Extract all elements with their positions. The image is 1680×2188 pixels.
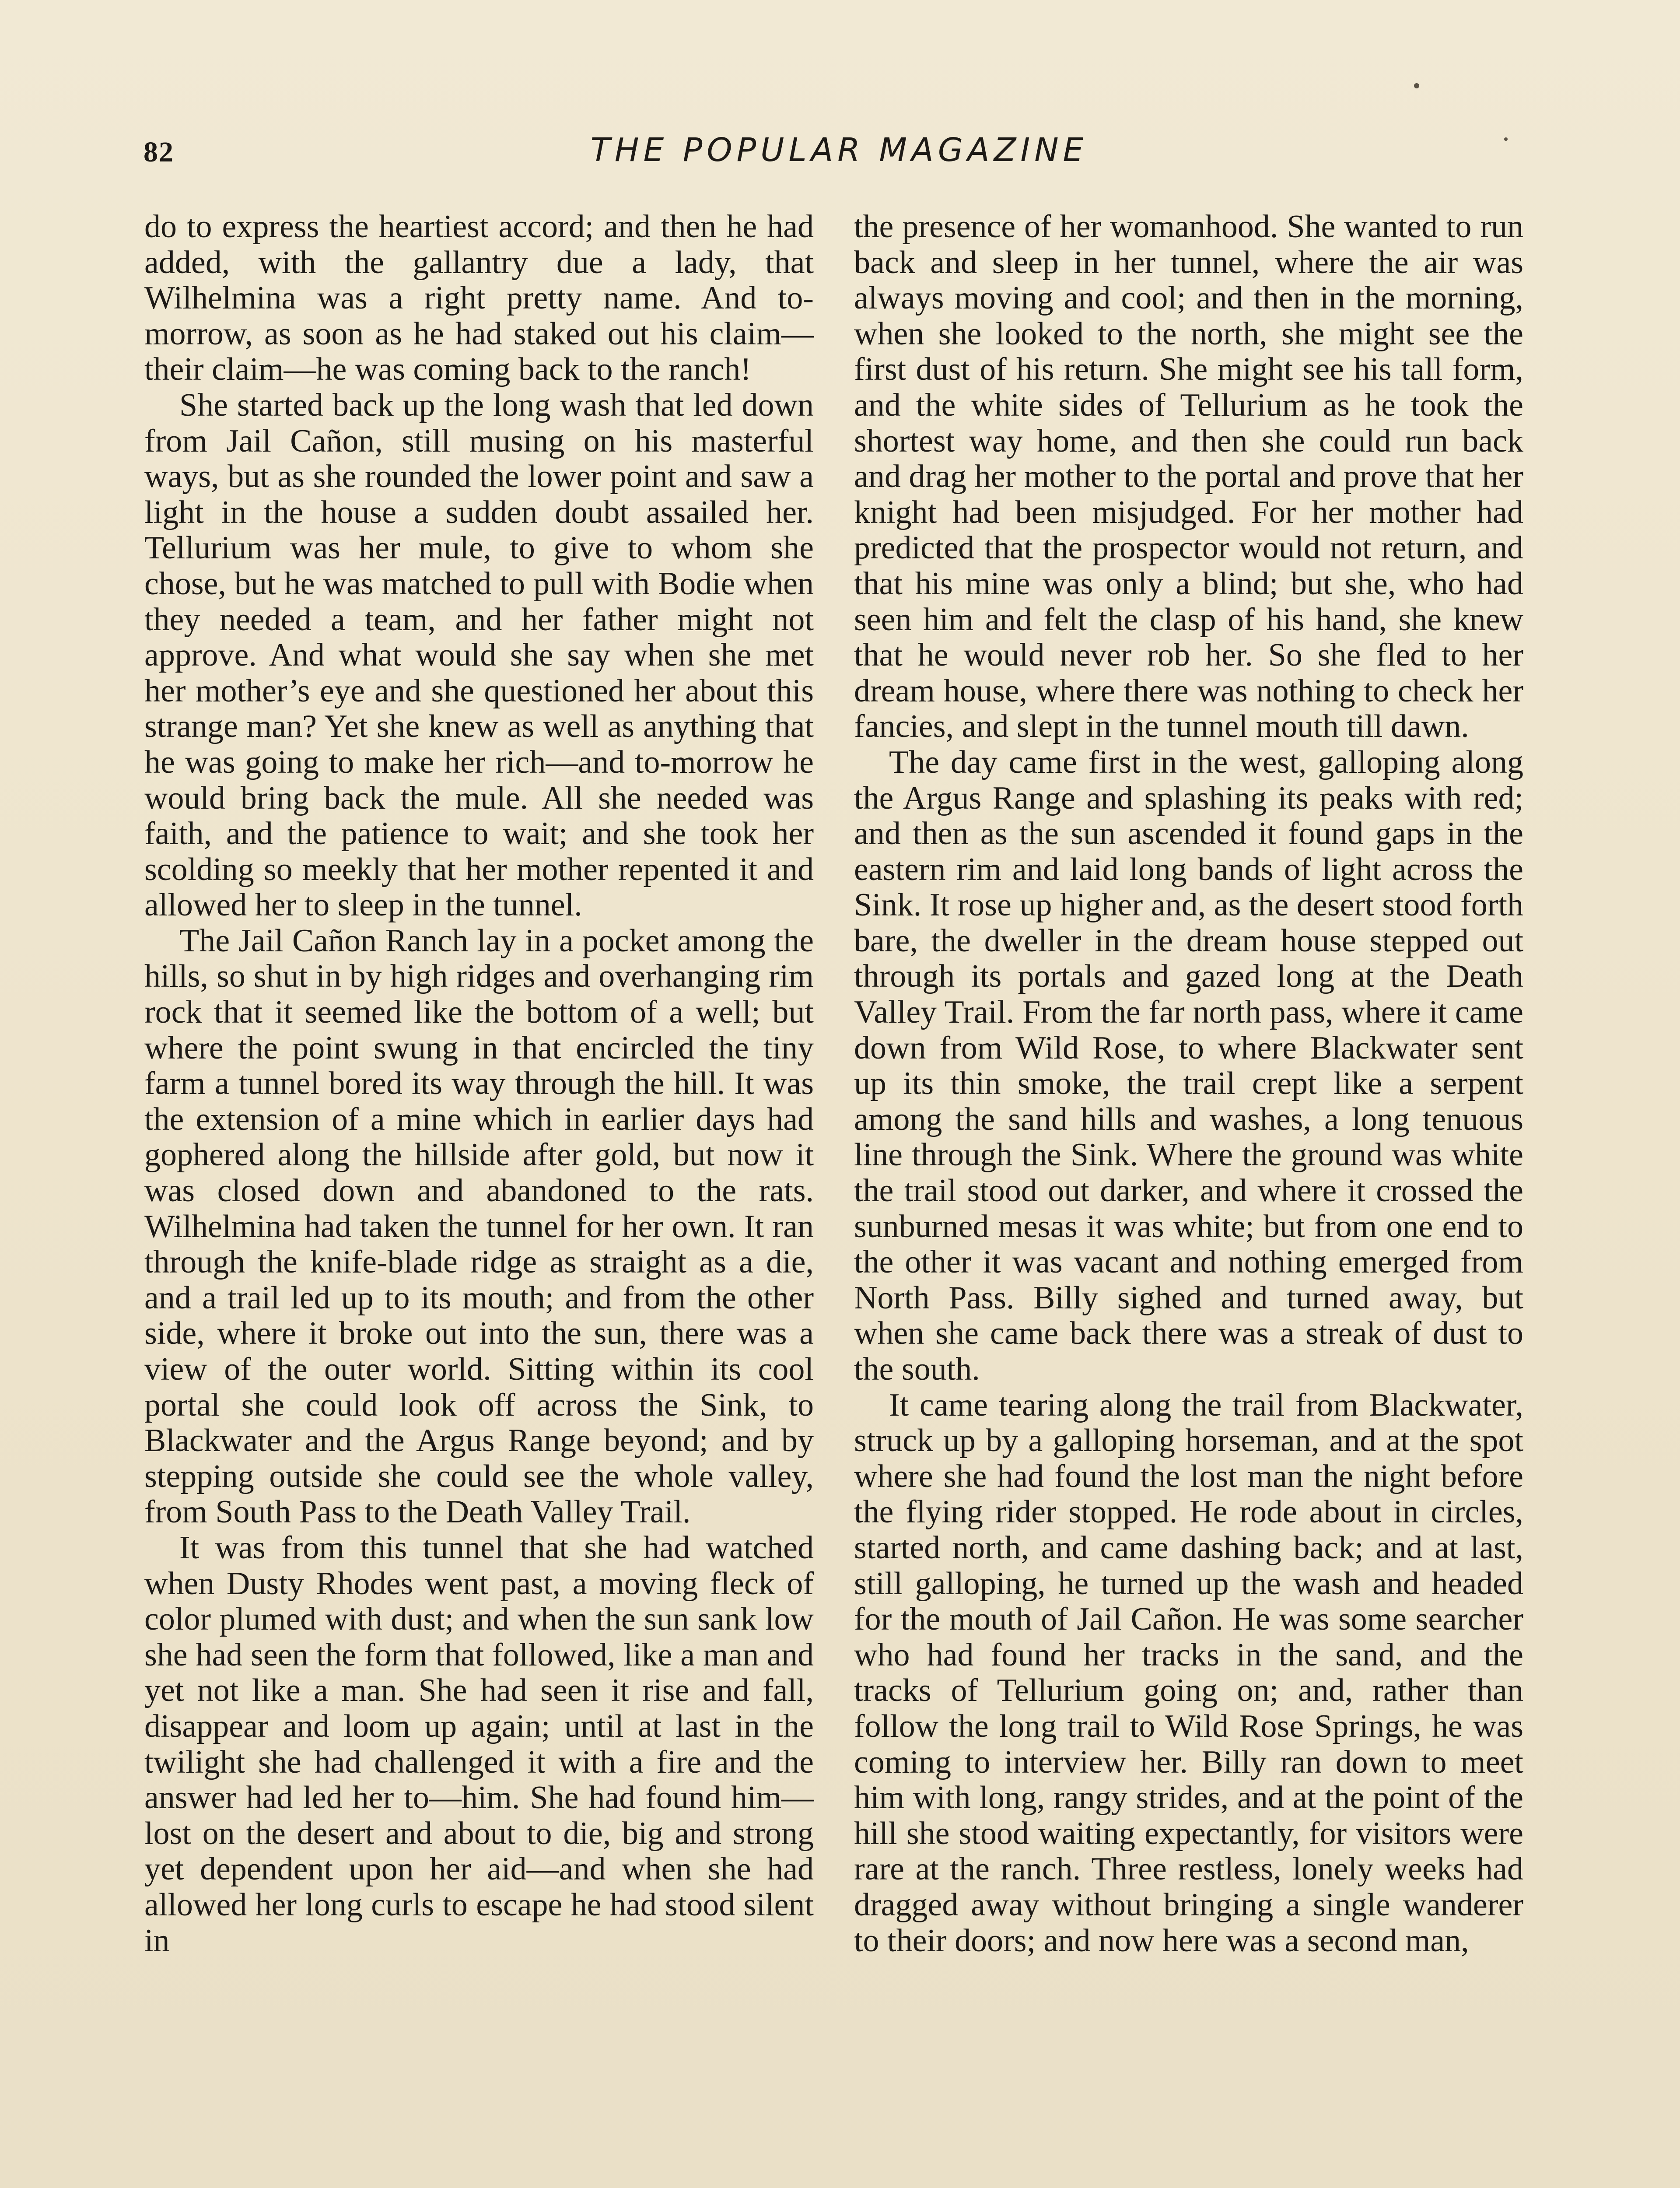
page-header	[144, 131, 1535, 179]
paragraph: the presence of her womanhood. She wanted to run back and sleep in her tunnel, where the air was always moving and cool; and then in the morning, when she looked to the north, she might see the first dust of his return. She might see his tall form, and the white sides of Tellurium as he took the shortest way home, and then she could run back and drag her mother to the portal and prove that her knight had been misjudged. For her mother had predicted that the prospector would not return, and that his mine was only a blind; but she, who had seen him and felt the clasp of his hand, she knew that he would never rob her. So she fled to her dream house, where there was nothing to check her fancies, and slept in the tunnel mouth till dawn.	[854, 209, 1523, 745]
page-number: 82	[144, 136, 174, 168]
paragraph: It was from this tunnel that she had watched when Dusty Rhodes went past, a moving fleck of color plumed with dust; and when the sun sank low she had seen the form that followed, like a man and yet not like a man. She had seen it rise and fall, disappear and loom up again; until at last in the twilight she had challenged it with a fire and the answer had led her to—him. She had found him—lost on the desert and about to die, big and strong yet dependent upon her aid—and when she had allowed her long curls to escape he had stood silent in	[144, 1529, 814, 1959]
paragraph: It came tearing along the trail from Blackwater, struck up by a galloping horseman, and at the spot where she had found the lost man the night before the flying rider stopped. He rode about in circles, started north, and came dashing back; and at last, still galloping, he turned up the wash and headed for the mouth of Jail Cañon. He was some searcher who had found her tracks in the sand, and the tracks of Tellurium going on; and, rather than follow the long trail to Wild Rose Springs, he was coming to interview her. Billy ran down to meet him with long, rangy strides, and at the point of the hill she stood waiting expectantly, for visitors were rare at the ranch. Three restless, lonely weeks had dragged away without bringing a single wanderer to their doors; and now here was a second man,	[854, 1387, 1523, 1959]
paragraph: She started back up the long wash that led down from Jail Cañon, still musing on his masterful ways, but as she rounded the lower point and saw a light in the house a sudden doubt assailed her. Tellurium was her mule, to give to whom she chose, but he was matched to pull with Bodie when they needed a team, and her father might not approve. And what would she say when she met her mother’s eye and she questioned her about this strange man? Yet she knew as well as anything that he was going to make her rich—and to-morrow he would bring back the mule. All she needed was faith, and the patience to wait; and she took her scolding so meekly that her mother repented it and allowed her to sleep in the tunnel.	[144, 387, 814, 923]
left-column	[144, 209, 814, 1959]
ink-speck	[1414, 83, 1419, 88]
paragraph: do to express the heartiest accord; and then he had added, with the gallantry due a lady, that Wilhelmina was a right pretty name. And to-morrow, as soon as he had staked out his claim—their claim—he was coming back to the ranch!	[144, 209, 814, 388]
paragraph: The day came first in the west, galloping along the Argus Range and splashing its peaks with red; and then as the sun ascended it found gaps in the eastern rim and laid long bands of light across the Sink. It rose up higher and, as the desert stood forth bare, the dweller in the dream house stepped out through its portals and gazed long at the Death Valley Trail. From the far north pass, where it came down from Wild Rose, to where Blackwater sent up its thin smoke, the trail crept like a serpent among the sand hills and washes, a long tenuous line through the Sink. Where the ground was white the trail stood out darker, and where it crossed the sunburned mesas it was white; but from one end to the other it was vacant and nothing emerged from North Pass. Billy sighed and turned away, but when she came back there was a streak of dust to the south.	[854, 744, 1523, 1387]
paragraph: The Jail Cañon Ranch lay in a pocket among the hills, so shut in by high ridges and overhanging rim rock that it seemed like the bottom of a well; but where the point swung in that encircled the tiny farm a tunnel bored its way through the hill. It was the extension of a mine which in earlier days had gophered along the hillside after gold, but now it was closed down and abandoned to the rats. Wilhelmina had taken the tunnel for her own. It ran through the knife-blade ridge as straight as a die, and a trail led up to its mouth; and from the other side, where it broke out into the sun, there was a view of the outer world. Sitting within its cool portal she could look off across the Sink, to Blackwater and the Argus Range beyond; and by stepping outside she could see the whole valley, from South Pass to the Death Valley Trail.	[144, 922, 814, 1530]
running-title: THE POPULAR MAGAZINE	[590, 131, 1088, 169]
right-column	[854, 209, 1523, 1959]
